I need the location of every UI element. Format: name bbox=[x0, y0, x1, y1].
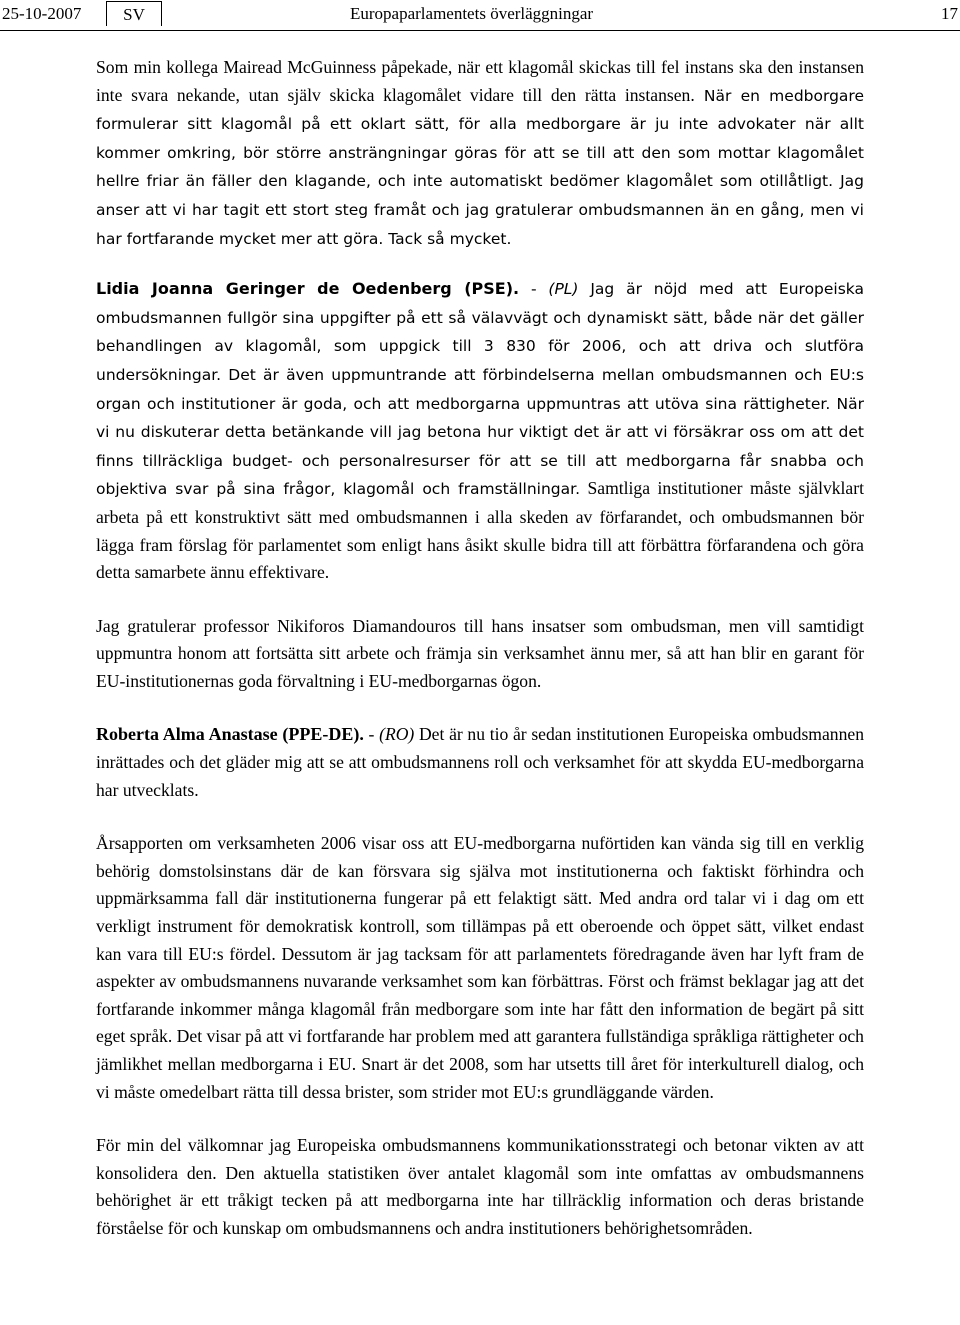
paragraph-text: Dessutom är jag tacksam för att parlamentets föredragande även har lyft fram de aspekter av ombudsmannens nuvarande verksamhet som kan förbättras. bbox=[96, 943, 864, 992]
language-code: (RO) bbox=[379, 724, 415, 745]
paragraph-text: Det visar på att vi fortfarande har problem med att garantera fullständiga språkliga rättigheter och jämlikhet mellan medborgarna i EU. bbox=[96, 1026, 864, 1074]
paragraph-text: Jag är nöjd med att Europeiska ombudsmannen fullgör sina uppgifter på ett så välavvägt och dynamiskt sätt, både när det gäller behandlingen av klagomål, som uppgick till 3 830 för 2006, och att driva och slutföra undersökningar. bbox=[96, 280, 865, 384]
header-date: 25-10-2007 bbox=[2, 4, 82, 23]
speaker-dash: - bbox=[363, 724, 380, 745]
paragraph bbox=[96, 830, 864, 1106]
speaker-name: Roberta Alma Anastase (PPE-DE). bbox=[96, 724, 364, 745]
speaker-name: Lidia Joanna Geringer de Oedenberg (PSE). bbox=[96, 279, 520, 299]
paragraph-text: Snart är det 2008, som har utsetts till året för interkulturell dialog, och vi måste omedelbart rätta till dessa brister, som strider mot EU:s grundläggande värden. bbox=[96, 1054, 864, 1102]
paragraph-text: Med andra ord talar vi i dag om ett verkligt instrument för demokratisk kontroll, som tillämpas på ett oberoende och öppet sätt, vilket endast kan vara till EU:s fördel. bbox=[96, 888, 864, 964]
paragraph-text: Samtliga institutioner måste självklart arbeta på ett konstruktivt sätt med ombudsmannen i alla skeden av förfarandet, och ombudsmannen bör lägga fram förslag för parlamentet som enligt hans åsikt skulle bidra till att förbättra förfarandena och göra detta samarbete ännu effektivare. bbox=[96, 478, 864, 583]
paragraph bbox=[96, 1132, 864, 1242]
paragraph-text: Det är nu tio år sedan institutionen Europeiska ombudsmannen inrättades och det gläder mig att se att ombudsmannens roll och verksamhet för att skydda EU-medborgarna har utvecklats. bbox=[96, 724, 865, 800]
paragraph-text: Jag anser att vi har tagit ett stort steg framåt och jag gratulerar ombudsmannen än en gång, men vi har fortfarande mycket mer att göra. Tack så mycket. bbox=[96, 172, 864, 248]
paragraph-text: Årsapporten om verksamheten 2006 visar oss att EU-medborgarna nuförtiden kan vända sig till en verklig behörig domstolsinstans där de kan försvara sig själva mot institutionerna och faktiskt förhindra och uppmärksamma fall där institutionerna fungerar på ett felaktigt sätt. bbox=[96, 833, 864, 909]
speech-paragraph bbox=[96, 721, 864, 804]
language-code: (PL) bbox=[548, 280, 579, 299]
page-header bbox=[0, 0, 960, 31]
document-body bbox=[96, 54, 864, 1269]
language-tab: SV bbox=[106, 1, 162, 26]
paragraph bbox=[96, 54, 864, 253]
paragraph-text: För min del välkomnar jag Europeiska ombudsmannens kommunikationsstrategi och betonar vikten av att konsolidera den. bbox=[96, 1135, 864, 1183]
paragraph-text: Jag gratulerar professor Nikiforos Diamandouros till hans insatser som ombudsman, men vill samtidigt uppmuntra honom att fortsätta sitt arbete och främja sin verksamhet ännu mer, så att han blir en garant för EU-institutionernas goda förvaltning i EU-medborgarnas ögon. bbox=[96, 615, 864, 691]
speaker-dash: - bbox=[519, 280, 549, 299]
paragraph bbox=[96, 613, 864, 696]
paragraph-text: När vi nu diskuterar detta betänkande vill jag betona hur viktigt det är att vi försäkrar oss om att det finns tillräckliga budget- och personalresurser för att se till att medborgarna får snabba och objektiva svar på sina frågor, klagomål och framställningar. bbox=[96, 394, 864, 499]
page-number: 17 bbox=[941, 4, 958, 23]
paragraph-text: Som min kollega Mairead McGuinness påpekade, när ett klagomål skickas till fel instans ska den instansen inte svara nekande, utan själv skicka klagomålet vidare till den rätta instansen. bbox=[96, 57, 864, 105]
paragraph-text: När en medborgare formulerar sitt klagomål på ett oklart sätt, för alla medborgare är ju inte advokater när allt kommer omkring, bör större ansträngningar göras för att se till att den som mottar klagomålet hellre friar än fäller den klagande, och inte automatiskt bedömer klagomålet som otillåtligt. bbox=[96, 86, 864, 191]
speech-paragraph bbox=[96, 275, 864, 587]
document-title: Europaparlamentets överläggningar bbox=[350, 4, 594, 23]
paragraph-text: Det är även uppmuntrande att förbindelserna mellan ombudsmannen och EU:s organ och institutioner är goda, och att medborgarna uppmuntras att utöva sina rättigheter. bbox=[96, 365, 864, 413]
paragraph-text: Den aktuella statistiken över antalet klagomål som inte omfattas av ombudsmannens behörighet är ett tråkigt tecken på att medborgarna inte har tillräcklig information och deras bristande förståelse för och kunskap om ombudsmannens och andra institutioners behörighetsområden. bbox=[96, 1162, 864, 1238]
paragraph-text: Först och främst beklagar jag att det fortfarande inkommer många klagomål från medborgare som inte har fått den information de begärt på sitt eget språk. bbox=[96, 971, 864, 1047]
